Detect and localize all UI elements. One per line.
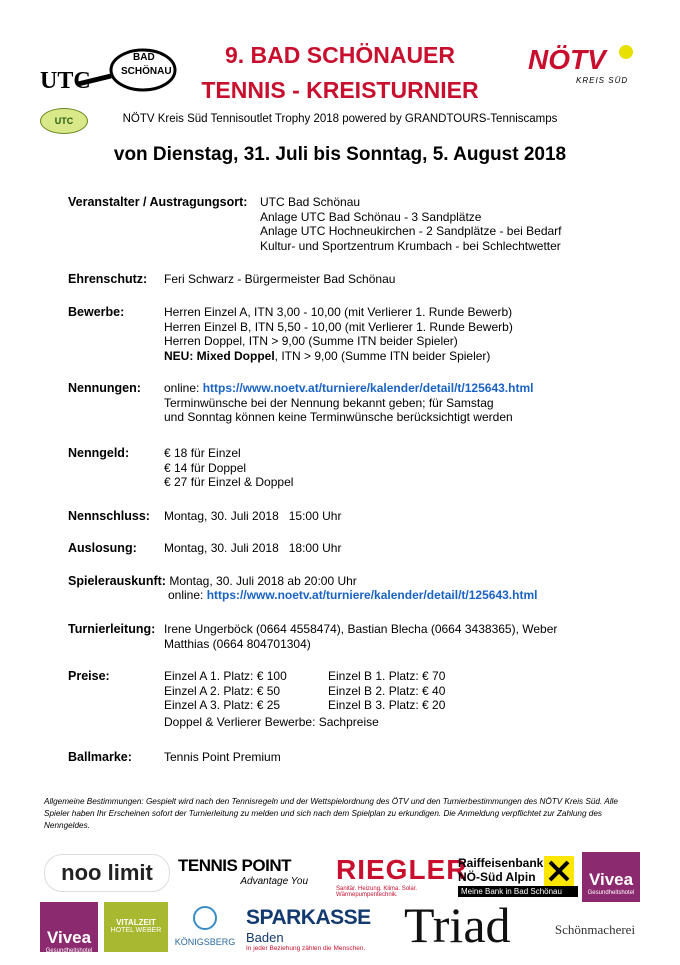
veranstalter-line: Anlage UTC Hochneukirchen - 2 Sandplätze - bei Bedarf — [260, 224, 562, 238]
ehrenschutz-value: Feri Schwarz - Bürgermeister Bad Schönau — [164, 272, 396, 286]
sponsor-vivea-left-text: Vivea — [46, 928, 92, 947]
nenngeld-line: € 27 für Einzel & Doppel — [164, 475, 294, 489]
preis-a: Einzel A 2. Platz: € 50 — [164, 683, 281, 698]
page-title-line2: TENNIS - KREISTURNIER — [201, 77, 479, 103]
sponsor-tennispoint-sub: Advantage You — [240, 876, 308, 887]
sponsor-triad — [404, 896, 536, 956]
sponsor-vivea-right-sub: Gesundheitshotel — [587, 890, 635, 896]
nenngeld-value — [164, 446, 293, 490]
nennungen-line: und Sonntag können keine Terminwünsche berücksichtigt werden — [164, 410, 513, 424]
preis-b: Einzel B 1. Platz: € 70 — [328, 669, 446, 683]
sponsor-nolimit — [44, 854, 170, 892]
nennungen-online-prefix: online: — [164, 381, 203, 395]
utc-logo-name1: BAD — [133, 52, 155, 63]
nenngeld-line: € 14 für Doppel — [164, 460, 247, 475]
preise-label: Preise: — [68, 669, 110, 683]
spielerauskunft-value: Montag, 30. Juli 2018 ab 20:00 Uhr — [166, 574, 357, 588]
nenngeld-line: € 18 für Einzel — [164, 446, 241, 460]
sponsor-vivea-right-text: Vivea — [588, 870, 634, 889]
preis-a: Einzel A 1. Platz: € 100 — [164, 669, 287, 683]
ballmarke-label: Ballmarke: — [68, 750, 132, 764]
bewerbe-label: Bewerbe: — [68, 305, 125, 319]
sponsor-vivea-left — [40, 902, 98, 952]
veranstalter-line: UTC Bad Schönau — [260, 195, 361, 209]
nennungen-label: Nennungen: — [68, 381, 141, 395]
koenigsberg-emblem-icon — [190, 904, 220, 932]
nennungen-link[interactable]: https://www.noetv.at/turniere/kalender/detail/t/125643.html — [202, 381, 534, 395]
noetv-logo — [528, 44, 648, 94]
veranstalter-label: Veranstalter / Austragungsort: — [68, 195, 248, 209]
ballmarke-value: Tennis Point Premium — [164, 750, 281, 764]
sponsor-sparkasse-2: Baden — [246, 930, 284, 945]
spielerauskunft-online-line — [168, 588, 537, 603]
bewerb-line: Herren Einzel A, ITN 3,00 - 10,00 (mit Verlierer 1. Runde Bewerb) — [164, 305, 513, 319]
auslosung-label: Auslosung: — [68, 541, 137, 555]
sponsor-koenigsberg — [172, 904, 238, 952]
spielerauskunft-label: Spielerauskunft: — [68, 574, 166, 588]
tournament-dates: von Dienstag, 31. Juli bis Sonntag, 5. August 2018 — [113, 144, 567, 165]
sponsor-vitalzeit-2: HOTEL WEBER — [110, 927, 162, 934]
sponsor-vivea-right — [582, 852, 640, 902]
preis-a: Einzel A 3. Platz: € 25 — [164, 698, 281, 712]
utc-badge-text: UTC — [54, 116, 74, 126]
utc-logo-name2: SCHÖNAU — [121, 66, 172, 77]
sponsor-raiffeisen-3: Meine Bank in Bad Schönau — [458, 886, 578, 897]
sponsor-riegler — [336, 848, 468, 900]
sponsor-schoenmacherei — [540, 912, 650, 952]
spielerauskunft-online-prefix: online: — [168, 588, 207, 602]
sponsor-schoenmacherei-text: Schönmacherei — [554, 922, 636, 937]
nenngeld-label: Nenngeld: — [68, 446, 130, 460]
utc-logo-club: UTC — [40, 68, 91, 94]
veranstalter-line: Kultur- und Sportzentrum Krumbach - bei Schlechtwetter — [260, 238, 561, 253]
sponsor-riegler-sub: Sanitär. Heizung. Klima. Solar. Wärmepumpentechnik. — [336, 886, 418, 898]
turnierleitung-line1: Irene Ungerböck (0664 4558474), Bastian Blecha (0664 3438365), Weber — [164, 622, 558, 636]
nennschluss-value: Montag, 30. Juli 2018 15:00 Uhr — [164, 509, 342, 523]
sponsor-triad-text: Triad — [404, 897, 511, 953]
preis-b: Einzel B 3. Platz: € 20 — [328, 698, 446, 712]
page-subtitle: NÖTV Kreis Süd Tennisoutlet Trophy 2018 powered by GRANDTOURS-Tenniscamps — [122, 113, 558, 125]
preis-b: Einzel B 2. Platz: € 40 — [328, 683, 446, 698]
nennungen-value — [164, 381, 533, 425]
sponsor-vitalzeit-1: VITALZEIT — [116, 918, 156, 927]
turnierleitung-label: Turnierleitung: — [68, 622, 156, 636]
tennis-ball-icon — [618, 44, 634, 60]
sponsor-koenigsberg-text: KÖNIGSBERG — [174, 937, 236, 947]
raiffeisen-cross-icon — [544, 856, 574, 886]
allgemeine-bestimmungen: Allgemeine Bestimmungen: Gespielt wird nach den Tennisregeln und der Wettspielordnung des ÖTV und den Turnierbestimmungen des NÖTV Kreis Süd. Alle Spieler haben Ihr Erscheinen sofort der Turnierleitung zu melden und sich nach dem Spielplan zu erkundigen. Die Anmeldung verpflichtet zur Zahlung des Nenngeldes. — [44, 797, 618, 830]
noetv-logo-sub: KREIS SÜD — [576, 76, 629, 85]
nennschluss-label: Nennschluss: — [68, 509, 150, 523]
bewerb-new-rest: , ITN > 9,00 (Summe ITN beider Spieler) — [274, 348, 491, 363]
page-title-line1: 9. BAD SCHÖNAUER — [224, 42, 456, 68]
sponsor-sparkasse-text: SPARKASSE — [246, 906, 371, 929]
sponsor-nolimit-text: noo limit — [61, 860, 153, 885]
sponsor-vivea-left-sub: Gesundheitshotel — [45, 948, 93, 954]
turnierleitung-value — [164, 622, 557, 651]
sponsor-sparkasse-sub: In jeder Beziehung zählen die Menschen. — [246, 945, 366, 952]
bewerb-line-new — [164, 349, 513, 364]
sponsor-sparkasse — [246, 906, 394, 956]
sponsor-riegler-text: RIEGLER — [336, 854, 468, 885]
bewerb-line: Herren Einzel B, ITN 5,50 - 10,00 (mit Verlierer 1. Runde Bewerb) — [164, 319, 513, 334]
bewerbe-value — [164, 305, 513, 363]
sponsor-vitalzeit — [104, 902, 168, 952]
sponsor-raiffeisen-2: NÖ-Süd Alpin — [458, 870, 536, 884]
veranstalter-value — [260, 195, 562, 253]
nennungen-online-line — [164, 381, 533, 396]
auslosung-value: Montag, 30. Juli 2018 18:00 Uhr — [164, 541, 342, 555]
preise-col-b — [328, 669, 445, 713]
sponsor-raiffeisen-1: Raiffeisenbank — [458, 856, 544, 870]
noetv-logo-name: NÖTV — [528, 44, 606, 75]
preis-extra: Doppel & Verlierer Bewerbe: Sachpreise — [164, 714, 379, 729]
sponsor-tennispoint — [178, 856, 318, 900]
ehrenschutz-label: Ehrenschutz: — [68, 272, 148, 286]
utc-logo — [38, 46, 178, 106]
veranstalter-line: Anlage UTC Bad Schönau - 3 Sandplätze — [260, 209, 482, 224]
bewerb-line: Herren Doppel, ITN > 9,00 (Summe ITN beider Spieler) — [164, 334, 458, 348]
bewerb-new-bold: NEU: Mixed Doppel — [164, 348, 275, 363]
spielerauskunft-link[interactable]: https://www.noetv.at/turniere/kalender/detail/t/125643.html — [206, 588, 538, 602]
nennungen-line: Terminwünsche bei der Nennung bekannt geben; für Samstag — [164, 395, 494, 410]
sponsor-tennispoint-text: TENNIS POINT — [178, 856, 292, 875]
turnierleitung-line2: Matthias (0664 804701304) — [164, 636, 311, 651]
